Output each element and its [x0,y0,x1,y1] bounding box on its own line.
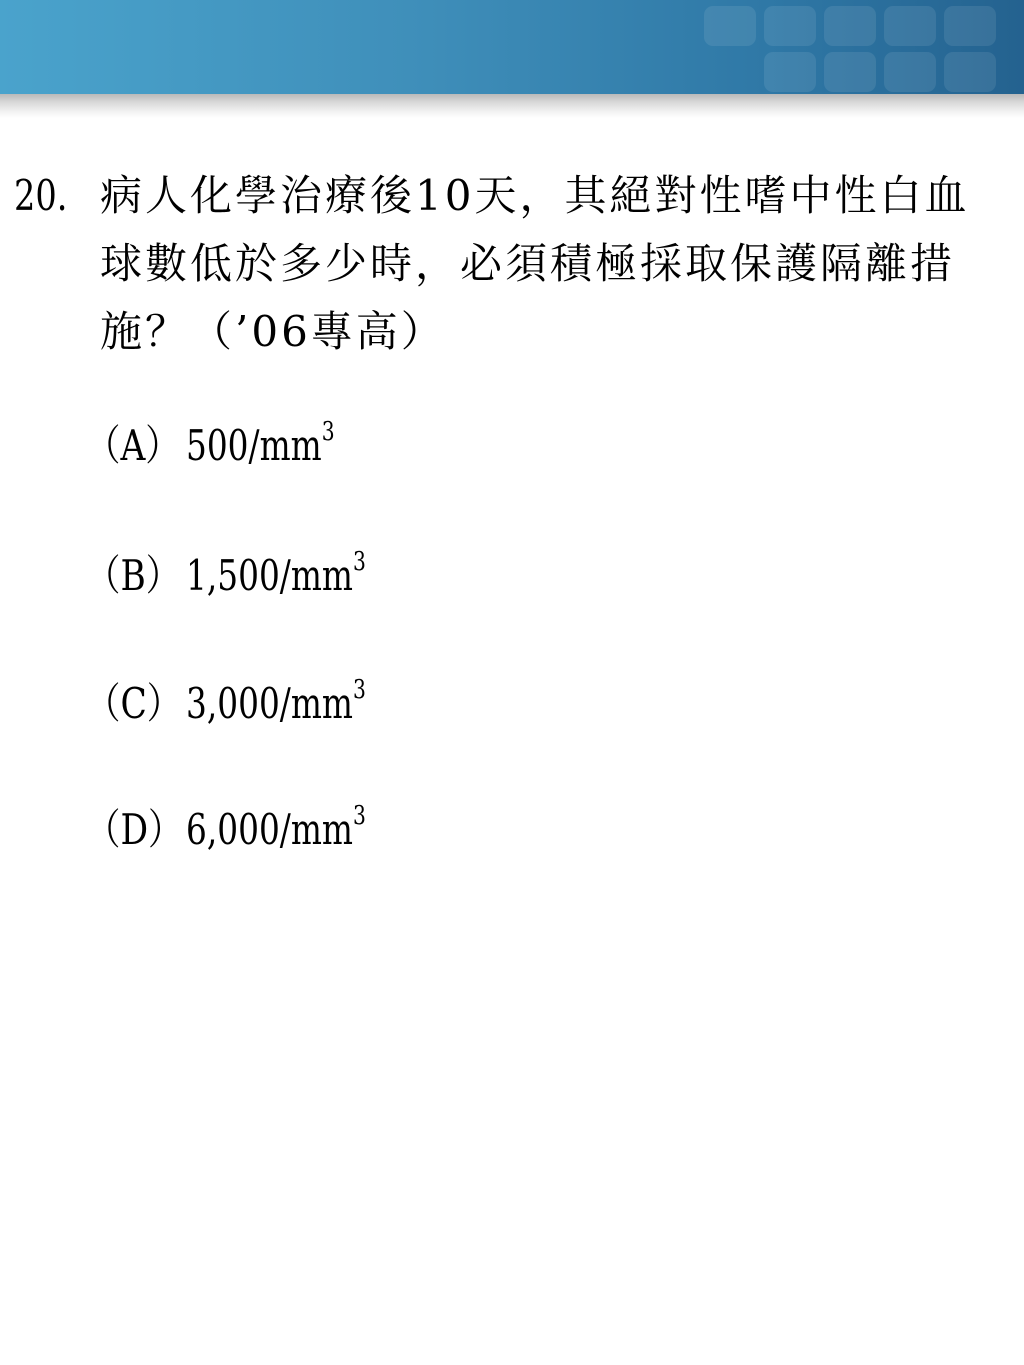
option-c-letter: （C） [86,679,182,728]
option-d-letter: （D） [86,805,183,854]
option-c-value [186,674,366,734]
option-d-amount: 6,000/mm [186,805,353,854]
option-d-value [186,800,366,860]
option-b-value [186,546,366,606]
option-b-letter: （B） [86,551,181,600]
option-a-letter: （A） [86,421,180,470]
option-a-exponent: 3 [321,417,335,447]
option-c[interactable] [86,674,417,734]
question-block [14,162,1004,366]
question-number: 20. [14,171,68,220]
option-d[interactable] [86,800,417,860]
option-c-amount: 3,000/mm [186,679,353,728]
option-b-exponent: 3 [352,547,366,577]
option-c-exponent: 3 [352,675,366,705]
option-a[interactable] [86,416,377,476]
question-text: 病人化學治療後10天，其絕對性嗜中性白血球數低於多少時，必須積極採取保護隔離措施？（’06專高） [100,171,970,356]
option-a-value [186,416,335,476]
option-a-amount: 500/mm [186,421,322,470]
option-b-amount: 1,500/mm [186,551,353,600]
option-b[interactable] [86,546,417,606]
option-d-exponent: 3 [352,801,366,831]
